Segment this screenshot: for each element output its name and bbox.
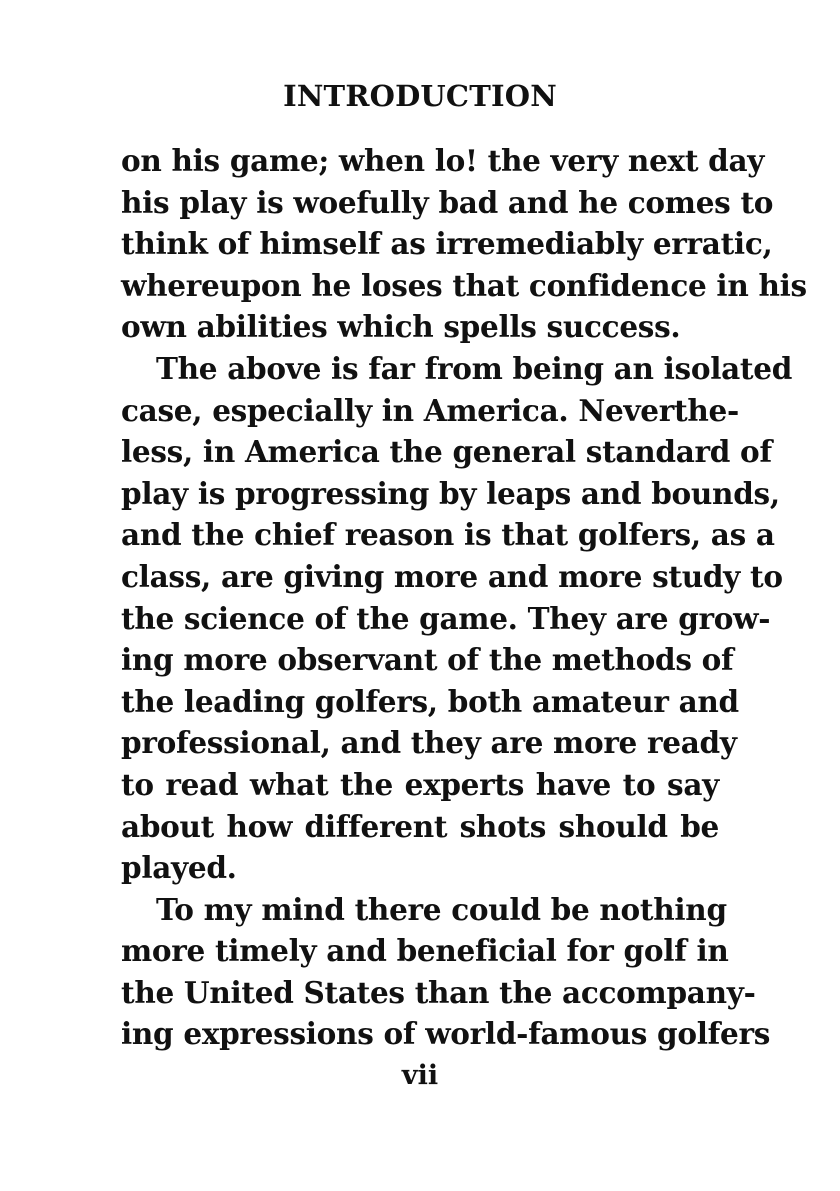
text-line: ing more observant of the methods of: [121, 642, 734, 678]
text-line: on his game; when lo! the very next day: [121, 143, 765, 178]
page-number: vii: [401, 1060, 439, 1091]
text-line: the science of the game. They are grow-: [121, 600, 771, 636]
text-line: class, are giving more and more study to: [121, 558, 783, 594]
running-header: INTRODUCTION: [283, 79, 557, 113]
text-line: ing expressions of world-famous golfers: [121, 1016, 771, 1052]
text-line: whereupon he loses that confidence in his: [121, 267, 807, 303]
paragraph-start-line: The above is far from being an isolated: [156, 350, 793, 386]
text-line: play is progressing by leaps and bounds,: [121, 475, 780, 511]
paragraph-start-line: To my mind there could be nothing: [156, 891, 727, 927]
paragraph-end-line: played.: [121, 850, 237, 886]
text-line: less, in America the general standard of: [121, 434, 772, 470]
text-line: the United States than the accompany-: [121, 974, 756, 1010]
paragraph-end-line: own abilities which spells success.: [121, 309, 681, 345]
text-line: case, especially in America. Neverthe-: [121, 392, 739, 428]
text-line: think of himself as irremediably erratic,: [121, 226, 773, 262]
text-line: and the chief reason is that golfers, as a: [121, 517, 775, 553]
text-line: his play is woefully bad and he comes to: [121, 184, 774, 220]
text-line: professional, and they are more ready: [121, 725, 737, 761]
text-line: the leading golfers, both amateur and: [121, 683, 739, 719]
body-text: [121, 140, 807, 1055]
text-line: about how different shots should be: [121, 808, 719, 844]
text-line: more timely and beneficial for golf in: [121, 933, 729, 969]
text-line: to read what the experts have to say: [121, 766, 719, 802]
